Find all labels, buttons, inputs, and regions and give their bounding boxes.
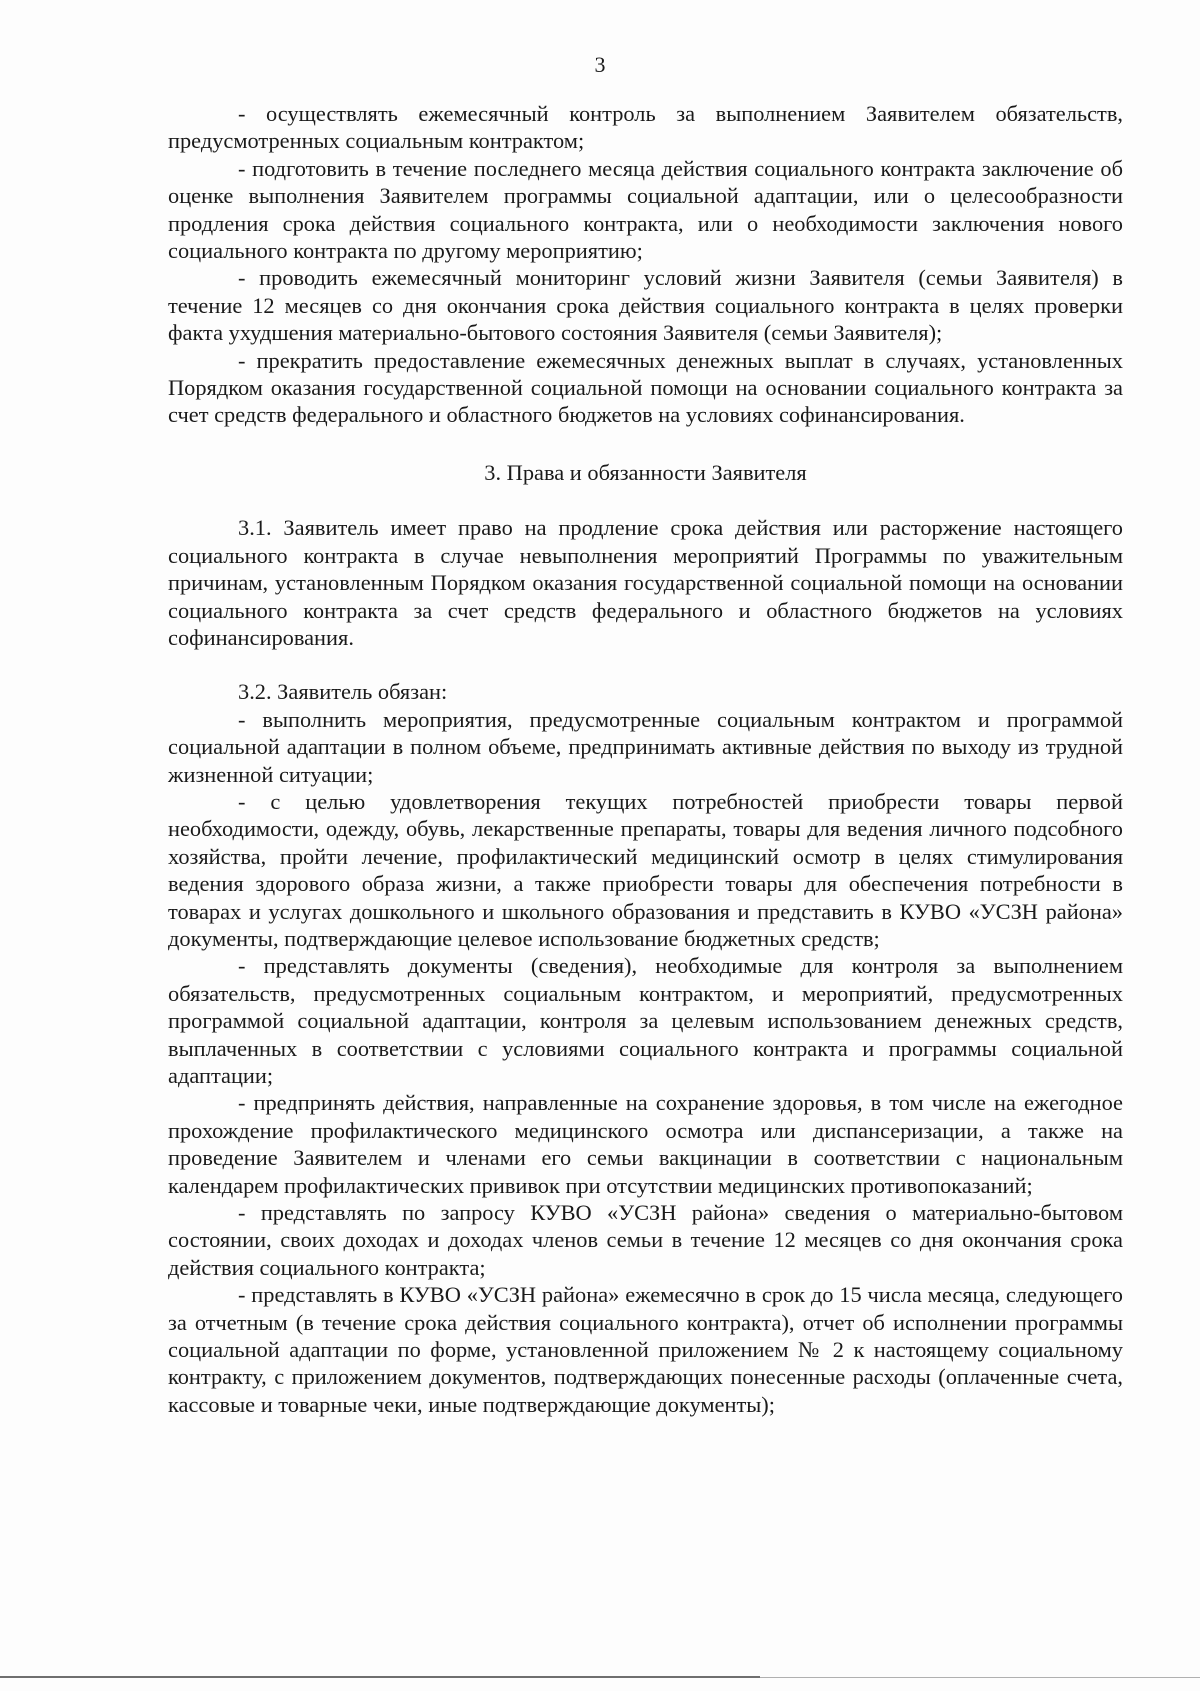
obligation-item: - представлять документы (сведения), необходимые для контроля за выполнением обязательств, предусмотренных социальным контрактом, и мероприятий, предусмотренных программой социальной адаптации, контроля за целевым использованием денежных средств, выплаченных в соответствии с условиями социального контракта и программы социальной адаптации; [168,953,1123,1088]
obligation-item: - выполнить мероприятия, предусмотренные социальным контрактом и программой социальной адаптации в полном объеме, предпринимать активные действия по выходу из трудной жизненной ситуации; [168,706,1123,787]
section-3-2-title: 3.2. Заявитель обязан: [238,679,448,705]
page-number: 3 [594,52,606,77]
obligation-item: - с целью удовлетворения текущих потребностей приобрести товары первой необходимости, одежду, обувь, лекарственные препараты, товары для ведения личного подсобного хозяйства, пройти лечение, профилактический медицинский осмотр в целях стимулирования ведения здорового образа жизни, а также приобрести товары для обеспечения потребности в товарах и услугах дошкольного и школьного образования и представить в КУВО «УСЗН района» документы, подтверждающие целевое использование бюджетных средств; [168,788,1123,951]
paragraph: - подготовить в течение последнего месяца действия социального контракта заключение об оценке выполнения Заявителем программы социальной адаптации, или о целесообразности продления срока действия социального контракта, или о необходимости заключения нового социального контракта по другому мероприятию; [168,155,1123,264]
scan-edge-line [760,1677,1200,1678]
scan-edge-line [0,1676,760,1678]
paragraph: - проводить ежемесячный мониторинг условий жизни Заявителя (семьи Заявителя) в течение 12 месяцев со дня окончания срока действия социального контракта в целях проверки факта ухудшения материально-бытового состояния Заявителя (семьи Заявителя); [168,265,1123,346]
document-body [168,100,1123,1418]
paragraph: - осуществлять ежемесячный контроль за выполнением Заявителем обязательств, предусмотренных социальным контрактом; [168,101,1123,154]
section-heading: 3. Права и обязанности Заявителя [484,459,807,485]
paragraph: - прекратить предоставление ежемесячных денежных выплат в случаях, установленных Порядком оказания государственной социальной помощи на основании социального контракта за счет средств федерального и областного бюджетов на условиях софинансирования. [168,347,1123,428]
obligation-item: - предпринять действия, направленные на сохранение здоровья, в том числе на ежегодное прохождение профилактического медицинского осмотра или диспансеризации, а также на проведение Заявителем и членами его семьи вакцинации в соответствии с национальным календарем профилактических прививок при отсутствии медицинских противопоказаний; [168,1090,1123,1198]
paragraph-gap [168,651,1123,678]
obligation-item: - представлять по запросу КУВО «УСЗН района» сведения о материально-бытовом состоянии, своих доходах и доходах членов семьи в течение 12 месяцев со дня окончания срока действия социального контракта; [168,1200,1123,1280]
obligation-item: - представлять в КУВО «УСЗН района» ежемесячно в срок до 15 числа месяца, следующего за отчетным (в течение срока действия социального контракта), отчет об исполнении программы социальной адаптации по форме, установленной приложением № 2 к настоящему социальному контракту, с приложением документов, подтверждающих понесенные расходы (оплаченные счета, кассовые и товарные чеки, иные подтверждающие документы); [168,1282,1123,1417]
section-3-1-paragraph: 3.1. Заявитель имеет право на продление срока действия или расторжение настоящего социального контракта в случае невыполнения мероприятий Программы по уважительным причинам, установленным Порядком оказания государственной социальной помощи на основании социального контракта за счет средств федерального и областного бюджетов на условиях софинансирования. [168,515,1123,650]
